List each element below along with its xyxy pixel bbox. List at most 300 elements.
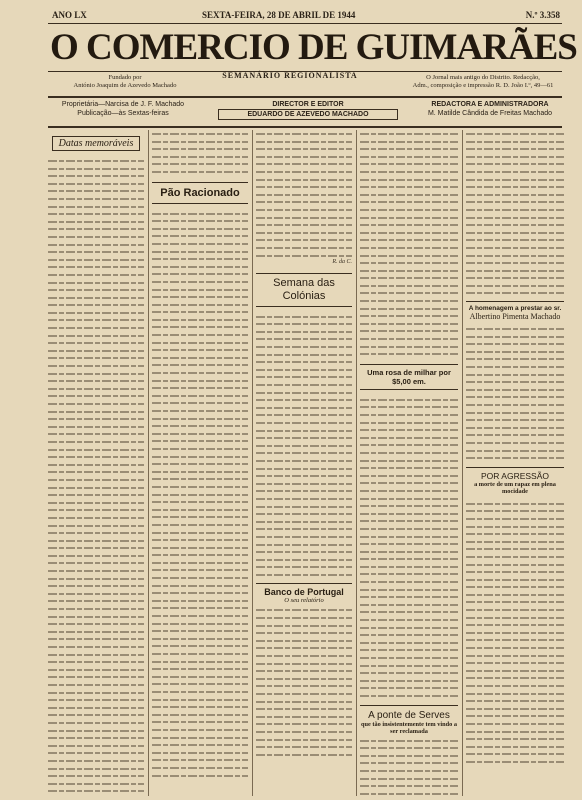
text-line (152, 734, 248, 742)
text-line (48, 704, 144, 712)
text-line (256, 198, 352, 206)
text-line (48, 597, 144, 605)
text-line (48, 628, 144, 636)
text-line (256, 138, 352, 146)
text-line (360, 601, 458, 609)
text-line (466, 340, 564, 348)
text-line (152, 354, 248, 362)
text-line (48, 529, 144, 537)
text-line (466, 439, 564, 447)
founder-block (50, 74, 200, 90)
text-line (466, 561, 564, 569)
text-line (152, 138, 248, 146)
text-line (466, 553, 564, 561)
text-line (466, 348, 564, 356)
text-line (152, 642, 248, 650)
text-line (466, 206, 564, 214)
text-line (466, 416, 564, 424)
text-line (256, 366, 352, 374)
text-line (48, 651, 144, 659)
text-line (48, 476, 144, 484)
text-line (48, 187, 144, 195)
text-line (466, 191, 564, 199)
owner-cell (48, 100, 198, 118)
headline-banco: Banco de Portugal (264, 587, 344, 598)
text-line (152, 437, 248, 445)
text-line (466, 674, 564, 682)
text-line (360, 775, 458, 783)
text-line (466, 523, 564, 531)
text-line (466, 363, 564, 371)
semana-headline-box (256, 273, 352, 307)
text-line (48, 605, 144, 613)
text-line (152, 521, 248, 529)
text-line (48, 157, 144, 165)
text-line (152, 506, 248, 514)
text-line (466, 500, 564, 508)
text-line (152, 582, 248, 590)
text-line (360, 677, 458, 685)
text-line (360, 495, 458, 503)
text-line (152, 168, 248, 176)
text-line (152, 217, 248, 225)
text-line (152, 286, 248, 294)
text-line (466, 743, 564, 751)
text-line (48, 408, 144, 416)
text-line (152, 225, 248, 233)
text-line (152, 361, 248, 369)
column-3 (256, 130, 352, 796)
text-line (48, 286, 144, 294)
text-line (152, 574, 248, 582)
text-line (256, 728, 352, 736)
text-line (360, 282, 458, 290)
agressao-headline-box (466, 467, 564, 495)
text-line (48, 658, 144, 666)
text-line (152, 756, 248, 764)
text-line (48, 795, 144, 796)
text-line (360, 759, 458, 767)
text-line (256, 743, 352, 751)
editor-name: M. Matilde Cândida de Freitas Machado (427, 110, 553, 117)
year-label: ANO LX (52, 10, 87, 20)
text-line (48, 673, 144, 681)
masthead-title: O COMERCIO DE GUIMARÃES (50, 27, 577, 68)
text-line (152, 513, 248, 521)
text-line (48, 765, 144, 773)
text-line (466, 168, 564, 176)
text-line (48, 666, 144, 674)
text-line (466, 447, 564, 455)
text-line (152, 529, 248, 537)
text-line (48, 415, 144, 423)
text-line (466, 652, 564, 660)
text-line (466, 160, 564, 168)
text-line (360, 563, 458, 571)
ponte-subhead: que tão insistentemente tem vindo a ser reclamada (360, 720, 458, 735)
text-line (256, 168, 352, 176)
text-line (256, 320, 352, 328)
text-line (152, 145, 248, 153)
pao-headline-box (152, 182, 248, 204)
text-line (48, 195, 144, 203)
text-line (48, 362, 144, 370)
text-line (152, 468, 248, 476)
text-line (256, 518, 352, 526)
text-line (360, 570, 458, 578)
text-line (152, 453, 248, 461)
text-line (256, 328, 352, 336)
text-line (48, 734, 144, 742)
text-line (360, 555, 458, 563)
text-line (152, 726, 248, 734)
text-line (466, 244, 564, 252)
text-line (256, 622, 352, 630)
text-line (360, 533, 458, 541)
text-line (152, 210, 248, 218)
text-line (256, 606, 352, 614)
text-line (152, 741, 248, 749)
text-line (466, 221, 564, 229)
text-line (152, 399, 248, 407)
text-line (360, 236, 458, 244)
text-line (360, 206, 458, 214)
text-line (466, 325, 564, 333)
text-line (48, 757, 144, 765)
text-line (256, 351, 352, 359)
text-line (360, 578, 458, 586)
text-line (466, 183, 564, 191)
text-line (48, 635, 144, 643)
text-line (152, 377, 248, 385)
text-line (360, 138, 458, 146)
text-line (360, 343, 458, 351)
text-line (152, 232, 248, 240)
headline-homenagem: A homenagem a prestar ao sr. (468, 305, 562, 313)
text-line (466, 530, 564, 538)
text-line (466, 507, 564, 515)
address: Adm., composição e impressão R. D. João I.º, 49—61 (412, 82, 554, 89)
text-line (256, 389, 352, 397)
ponte-headline-box (360, 705, 458, 735)
text-line (152, 604, 248, 612)
founder-name: António Joaquim de Azevedo Machado (73, 82, 177, 89)
banco-headline-box (256, 583, 352, 604)
text-line (360, 305, 458, 313)
column-4 (360, 130, 458, 796)
text-line (466, 659, 564, 667)
text-line (360, 593, 458, 601)
text-line (466, 690, 564, 698)
text-line (48, 719, 144, 727)
text-line (360, 692, 458, 700)
text-line (152, 475, 248, 483)
text-line (360, 229, 458, 237)
text-line (360, 662, 458, 670)
text-line (256, 373, 352, 381)
text-line (152, 483, 248, 491)
text-line (466, 130, 564, 138)
oldest-note: O Jornal mais antigo do Distrito. Redacção, (426, 74, 540, 81)
text-line (360, 517, 458, 525)
column-5 (466, 130, 564, 796)
text-line (360, 502, 458, 510)
text-line (256, 229, 352, 237)
text-line (360, 548, 458, 556)
text-line (466, 409, 564, 417)
text-line (360, 160, 458, 168)
text-line (466, 720, 564, 728)
text-line (152, 407, 248, 415)
issue-number: N.º 3.358 (525, 10, 560, 20)
text-line (466, 229, 564, 237)
text-line (360, 654, 458, 662)
text-line (152, 673, 248, 681)
text-line (48, 279, 144, 287)
text-line (256, 427, 352, 435)
text-line (256, 434, 352, 442)
text-line (256, 191, 352, 199)
text-line (360, 259, 458, 267)
text-line (152, 718, 248, 726)
headline-ponte: A ponte de Serves (368, 709, 450, 721)
text-line (48, 248, 144, 256)
text-line (152, 331, 248, 339)
text-line (466, 728, 564, 736)
text-line (48, 491, 144, 499)
text-line (466, 355, 564, 363)
column-separator (462, 130, 463, 796)
text-line (152, 627, 248, 635)
text-line (48, 772, 144, 780)
text-line (360, 790, 458, 796)
text-line (256, 698, 352, 706)
text-line (48, 613, 144, 621)
text-line (48, 203, 144, 211)
text-line (48, 506, 144, 514)
text-line (256, 130, 352, 138)
text-line (466, 682, 564, 690)
text-line (256, 457, 352, 465)
text-line (48, 165, 144, 173)
text-line (48, 430, 144, 438)
text-line (466, 712, 564, 720)
headline-datas: Datas memoráveis (52, 136, 140, 151)
headline-semana: Semana das Colónias (273, 276, 335, 302)
text-line (360, 684, 458, 692)
editor-cell (418, 100, 562, 118)
text-line (152, 650, 248, 658)
text-line (360, 510, 458, 518)
text-line (360, 396, 458, 404)
text-line (152, 749, 248, 757)
text-line (152, 445, 248, 453)
text-line (466, 705, 564, 713)
text-line (152, 392, 248, 400)
text-line (466, 735, 564, 743)
top-rule (48, 23, 562, 24)
text-line (466, 282, 564, 290)
text-line (360, 168, 458, 176)
director-name: EDUARDO DE AZEVEDO MACHADO (218, 109, 398, 120)
text-line (360, 472, 458, 480)
text-line (48, 400, 144, 408)
text-line (48, 225, 144, 233)
text-line (152, 323, 248, 331)
text-line (152, 422, 248, 430)
text-line (360, 244, 458, 252)
text-line (48, 749, 144, 757)
text-line (360, 487, 458, 495)
text-line (360, 525, 458, 533)
text-line (256, 571, 352, 579)
text-line (466, 614, 564, 622)
text-line (48, 727, 144, 735)
text-line (48, 233, 144, 241)
text-line (256, 411, 352, 419)
text-line (256, 705, 352, 713)
text-line (256, 313, 352, 321)
text-line (152, 384, 248, 392)
text-line (152, 339, 248, 347)
text-line (256, 652, 352, 660)
text-line (152, 308, 248, 316)
text-line (48, 370, 144, 378)
text-line (48, 271, 144, 279)
text-line (152, 278, 248, 286)
text-line (466, 153, 564, 161)
text-line (48, 787, 144, 795)
text-line (48, 332, 144, 340)
text-line (48, 575, 144, 583)
text-line (360, 639, 458, 647)
text-line (48, 689, 144, 697)
text-line (360, 608, 458, 616)
headline-pao: Pão Racionado (160, 186, 240, 199)
text-line (256, 533, 352, 541)
text-line (256, 510, 352, 518)
text-line (360, 737, 458, 745)
text-line (152, 597, 248, 605)
text-line (466, 576, 564, 584)
text-line (48, 316, 144, 324)
text-line (152, 680, 248, 688)
info-rule-bottom (48, 126, 562, 128)
text-line (256, 480, 352, 488)
text-line (466, 667, 564, 675)
text-line (360, 782, 458, 790)
text-line (466, 568, 564, 576)
text-line (48, 499, 144, 507)
text-line (360, 464, 458, 472)
text-line (466, 274, 564, 282)
text-line (48, 590, 144, 598)
text-line (256, 563, 352, 571)
text-line (48, 210, 144, 218)
text-line (360, 426, 458, 434)
text-line (48, 620, 144, 628)
text-line (48, 552, 144, 560)
text-line (360, 586, 458, 594)
text-line (466, 333, 564, 341)
text-line (466, 758, 564, 766)
headline-agressao: POR AGRESSÃO (480, 470, 550, 481)
text-line (256, 682, 352, 690)
text-line (48, 643, 144, 651)
text-line (360, 449, 458, 457)
agressao-subhead: a morte de um rapaz em plena mocidade (474, 480, 556, 495)
text-line (256, 614, 352, 622)
text-line (152, 665, 248, 673)
text-line (360, 183, 458, 191)
text-line (256, 644, 352, 652)
column-1 (48, 130, 144, 796)
column-separator (252, 130, 253, 796)
text-line (48, 567, 144, 575)
text-line (466, 750, 564, 758)
text-line (256, 206, 352, 214)
text-line (256, 183, 352, 191)
text-line (152, 696, 248, 704)
text-line (256, 667, 352, 675)
text-line (256, 556, 352, 564)
text-line (466, 378, 564, 386)
text-line (152, 566, 248, 574)
text-line (48, 742, 144, 750)
text-line (256, 221, 352, 229)
text-line (256, 675, 352, 683)
text-line (466, 214, 564, 222)
text-line (152, 160, 248, 168)
owner: Proprietária—Narcisa de J. F. Machado (61, 101, 185, 108)
text-line (466, 606, 564, 614)
text-line (152, 316, 248, 324)
text-line (466, 454, 564, 462)
text-line (256, 548, 352, 556)
text-line (256, 335, 352, 343)
text-line (466, 598, 564, 606)
text-line (466, 629, 564, 637)
text-line (466, 591, 564, 599)
text-line (256, 449, 352, 457)
homenagem-name: Albertino Pimenta Machado (469, 312, 561, 322)
text-line (48, 377, 144, 385)
text-line (360, 320, 458, 328)
text-line (48, 681, 144, 689)
text-line (466, 145, 564, 153)
text-line (256, 404, 352, 412)
text-line (48, 780, 144, 788)
text-line (256, 660, 352, 668)
text-line (256, 176, 352, 184)
text-line (256, 541, 352, 549)
publication: Publicação—às Sextas-feiras (77, 110, 169, 117)
text-line (360, 252, 458, 260)
text-line (256, 736, 352, 744)
text-line (48, 354, 144, 362)
text-line (152, 301, 248, 309)
text-line (256, 465, 352, 473)
text-line (466, 236, 564, 244)
text-line (48, 544, 144, 552)
text-line (360, 145, 458, 153)
text-line (48, 339, 144, 347)
issue-date: SEXTA-FEIRA, 28 DE ABRIL DE 1944 (202, 10, 356, 20)
text-line (152, 551, 248, 559)
text-line (152, 498, 248, 506)
text-line (152, 346, 248, 354)
text-line (152, 711, 248, 719)
